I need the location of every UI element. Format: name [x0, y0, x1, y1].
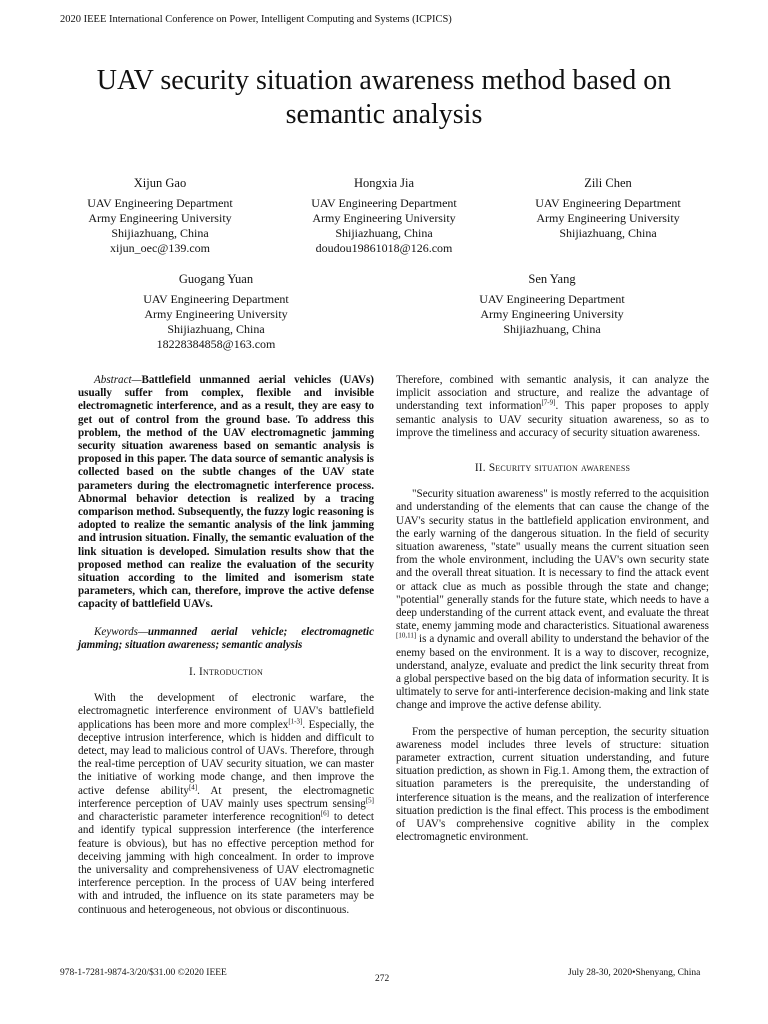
author-city: Shijiazhuang, China — [335, 226, 433, 240]
right-column — [396, 374, 709, 845]
author-city: Shijiazhuang, China — [111, 226, 209, 240]
footer-date-location: July 28-30, 2020•Shenyang, China — [568, 968, 701, 978]
keywords-text: unmanned aerial vehicle; electromagnetic jamming; situation awareness; semantic analysis — [78, 625, 374, 651]
keywords-label: Keywords — [94, 625, 138, 638]
author-name: Guogang Yuan — [178, 272, 254, 286]
paragraph: "Security situation awareness" is mostly referred to the acquisition and understanding of the elements that can cause the change of the UAV's security status in the battlefield application environment, and the early warning of the dangerous situation. In the field of security situation awareness, "state" usually means the current situation seen from the whole environment, including the UAV's own security state and the overall threat situation. It is necessary to find the attack event or attack clue as much as possible through the state and change; "potential" generally stands for the future state, which needs to have a deep understanding of the current attack event, and evaluate the threat state, enemy jamming mode and characteristics. Situational awareness [10,11] is a dynamic and overall ability to understand the behavior of the enemy based on the environment. It is a way to discover, recognize, understand, analyze, evaluate and predict the link security threat from a global perspective based on the big data of information security. It is ultimately to serve for anti-interference decision-making and link state change and improve the active defense ability. — [396, 488, 709, 712]
section-heading-introduction: I. Introduction — [189, 666, 263, 679]
citation: [10,11] — [396, 631, 417, 640]
author-email: 18228384858@163.com — [156, 337, 276, 351]
author-block — [264, 176, 504, 256]
author-email: doudou19861018@126.com — [315, 241, 453, 255]
author-org: Army Engineering University — [536, 211, 680, 225]
author-name: Xijun Gao — [133, 176, 187, 190]
author-name: Zili Chen — [584, 176, 632, 190]
title-line-2: semantic analysis — [285, 99, 483, 130]
author-dept: UAV Engineering Department — [87, 196, 233, 210]
author-dept: UAV Engineering Department — [311, 196, 457, 210]
title-line-1: UAV security situation awareness method based on — [96, 65, 672, 96]
author-email: xijun_oec@139.com — [109, 241, 211, 255]
keywords: Keywords—unmanned aerial vehicle; electromagnetic jamming; situation awareness; semantic analysis — [78, 625, 374, 651]
author-org: Army Engineering University — [480, 307, 624, 321]
author-org: Army Engineering University — [312, 211, 456, 225]
author-block — [488, 176, 728, 241]
citation: [1-3] — [288, 716, 303, 725]
author-dept: UAV Engineering Department — [143, 292, 289, 306]
footer-isbn: 978-1-7281-9874-3/20/$31.00 ©2020 IEEE — [60, 968, 227, 978]
author-block — [432, 272, 672, 337]
author-city: Shijiazhuang, China — [559, 226, 657, 240]
author-name: Hongxia Jia — [353, 176, 415, 190]
author-name: Sen Yang — [528, 272, 576, 286]
citation: [5] — [365, 796, 374, 805]
abstract-label: Abstract — [94, 374, 132, 386]
abstract-text: Battlefield unmanned aerial vehicles (UAVs) usually suffer from complex, flexible and invisible electromagnetic interference, and as a result, they are easy to get out of control from the ground base. To address this problem, the method of the UAV electromagnetic jamming security situation awareness based on semantic analysis is proposed in this paper. The data source of semantic analysis is collected based on the subtle changes of the UAV state parameters during the electromagnetic interference process. Abnormal behavior detection is realized by a tracing comparison method. Subsequently, the fuzzy logic reasoning is adopted to realize the semantic analysis of the link jamming and intrusion situation. Finally, the semantic evaluation of the link situation is developed. Simulation results show that the proposed method can realize the evaluation of the security situation according to the limited and isomerism state parameters, which can, therefore, improve the active defense capacity of battlefield UAVs. — [78, 374, 374, 611]
paragraph: From the perspective of human perception, the security situation awareness model includes three levels of structure: situation parameter extraction, current situation understanding, and future situation prediction, as shown in Fig.1. Among them, the extraction of situation parameters is the prerequisite, the understanding of interference situation is the means, and the realization of interference situation prediction is the final effect. This process is the embodiment of UAV's comprehensive cognitive ability in the complex electromagnetic environment. — [396, 725, 709, 844]
author-city: Shijiazhuang, China — [503, 322, 601, 336]
author-dept: UAV Engineering Department — [535, 196, 681, 210]
paragraph: With the development of electronic warfare, the electromagnetic interference environment of UAV's battlefield applications has been more and more complex[1-3]. Especially, the deceptive intrusion interference, which is hidden and difficult to detect, may lead to malicious control of UAVs. Therefore, through the real-time perception of UAV security situation, we can master the initiative of working mode change, and then improve the active defense ability[4]. At present, the electromagnetic interference perception of UAV mainly uses spectrum sensing[5] and characteristic parameter interference recognition[6] to detect and identify typical suppression interference (the interference feature is obvious), but has no effective perception method for deceiving jamming with high concealment. In order to improve the universality and comprehensiveness of UAV electromagnetic interference perception. In the process of UAV being interfered with and intruded, the influence on its state parameters may be continuous and heterogeneous, not obvious or discontinuous. — [78, 692, 374, 916]
citation: [7-9] — [541, 398, 556, 407]
author-org: Army Engineering University — [88, 211, 232, 225]
left-column — [78, 374, 374, 917]
section-heading-security: II. Security situation awareness — [474, 462, 631, 475]
paper-title — [40, 64, 728, 132]
author-dept: UAV Engineering Department — [479, 292, 625, 306]
conference-header: 2020 IEEE International Conference on Power, Intelligent Computing and Systems (ICPICS) — [60, 14, 452, 25]
author-org: Army Engineering University — [144, 307, 288, 321]
paragraph: Therefore, combined with semantic analysis, it can analyze the implicit association and structure, and realize the advantage of understanding text information[7-9]. This paper proposes to apply semantic analysis to UAV security situation awareness, so as to improve the timeliness and accuracy of security situation awareness. — [396, 374, 709, 439]
author-block — [40, 176, 280, 256]
citation: [4] — [188, 783, 198, 791]
abstract: Abstract—Battlefield unmanned aerial vehicles (UAVs) usually suffer from complex, flexible and invisible electromagnetic interference, and as a result, they are easy to get out of control from the ground base. To address this problem, the method of the UAV electromagnetic jamming security situation awareness based on semantic analysis is proposed in this paper. The data source of semantic analysis is collected based on the subtle changes of the UAV state parameters during the electromagnetic interference process. Abnormal behavior detection is realized by a tracing comparison method. Subsequently, the fuzzy logic reasoning is adopted to realize the semantic analysis of the link jamming and intrusion situation. Finally, the semantic evaluation of the link situation is developed. Simulation results show that the proposed method can realize the evaluation of the security situation according to the limited and isomerism state parameters, which can, therefore, improve the active defense capacity of battlefield UAVs. — [78, 374, 374, 611]
citation: [6] — [320, 809, 329, 818]
author-block — [96, 272, 336, 352]
page-number: 272 — [375, 974, 390, 984]
author-city: Shijiazhuang, China — [167, 322, 265, 336]
